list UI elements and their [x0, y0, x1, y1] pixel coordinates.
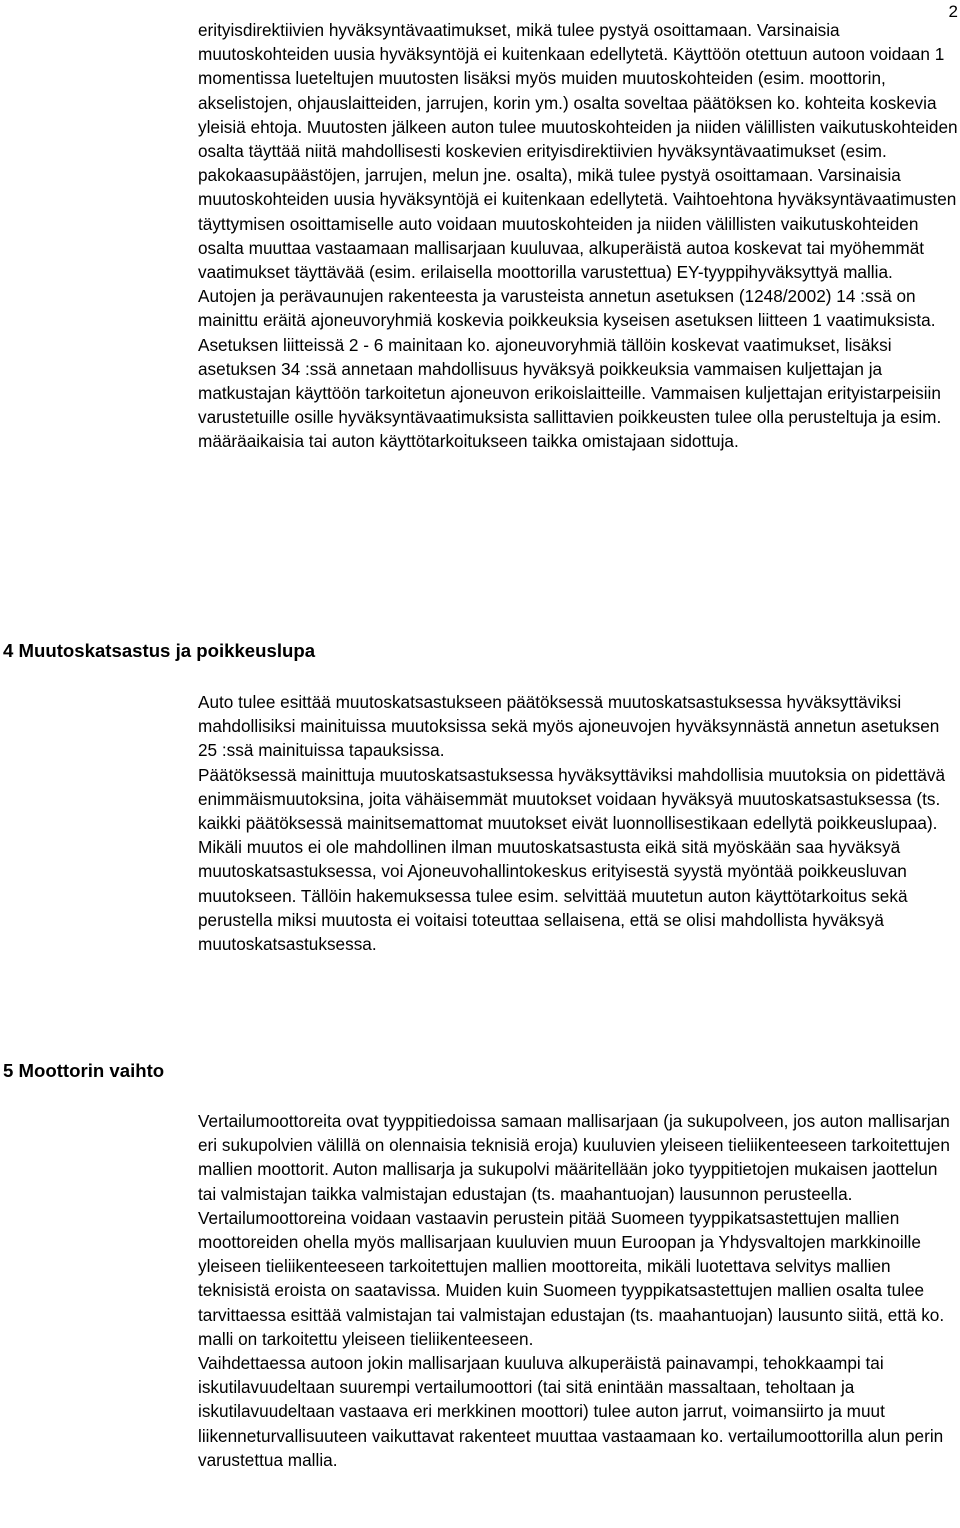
- paragraph: Päätöksessä mainittuja muutoskatsastuksessa hyväksyttäviksi mahdollisia muutoksia on pidettävä enimmäismuutoksina, joita vähäisemmät muutokset voidaan hyväksyä muutoskatsastuksessa (ts. kaikki päätöksessä mainitsemattomat muutokset eivät luonnollisestikaan edellytä poikkeuslupaa).: [198, 764, 946, 834]
- paragraph: Mikäli muutos ei ole mahdollinen ilman muutoskatsastusta eikä sitä myöskään saa hyväksyä muutoskatsastuksessa, voi Ajoneuvohallintokeskus erityisestä syystä myöntää poikkeusluvan muutokseen. Tällöin hakemuksessa tulee esim. selvittää muutetun auton käyttötarkoitus sekä perustella miksi muutosta ei voitaisi toteuttaa sellaisena, että se olisi mahdollista hyväksyä muutoskatsastuksessa.: [198, 837, 908, 955]
- paragraph: Auto tulee esittää muutoskatsastukseen päätöksessä muutoskatsastuksessa hyväksyttäviksi mahdollisiksi mainituissa muutoksissa sekä myös ajoneuvojen hyväksynnästä annetun asetuksen 25 :ssä mainituissa tapauksissa.: [198, 692, 940, 761]
- section-heading-5: [3, 1059, 164, 1083]
- section-4-body: [198, 690, 958, 956]
- section-number: 4: [3, 640, 14, 661]
- section-title: Muutoskatsastus ja poikkeuslupa: [18, 640, 316, 661]
- continuation-text: [198, 18, 958, 454]
- paragraph: Vaihdettaessa autoon jokin mallisarjaan kuuluva alkuperäistä painavampi, tehokkaampi tai iskutilavuudeltaan suurempi vertailumoottori (tai sitä enintään massaltaan, teholtaan ja iskutilavuudeltaan vastaava eri merkkinen moottori) tulee auton jarrut, voimansiirto ja muut liikenneturvallisuuteen vaikuttavat rakenteet muuttaa vastaamaan ko. vertailumoottorilla alun perin varustettua mallia.: [198, 1353, 944, 1470]
- paragraph: Autojen ja perävaunujen rakenteesta ja varusteista annetun asetuksen (1248/2002) 14 :ssä on mainittu eräitä ajoneuvoryhmiä koskevia poikkeuksia kyseisen asetuksen liitteen 1 vaatimuksista. Asetuksen liitteissä 2 - 6 mainitaan ko. ajoneuvoryhmiä tällöin koskevat vaatimukset, lisäksi asetuksen 34 :ssä annetaan mahdollisuus hyväksyä poikkeuksia vammaisen kuljettajan ja matkustajan käyttöön tarkoitetun ajoneuvon erikoislaitteille. Vammaisen kuljettajan erityistarpeisiin varustetuille osille hyväksyntävaatimuksista sallittavien poikkeusten tulee olla perusteltuja ja esim. määräaikaisia tai auton käyttötarkoitukseen taikka omistajaan sidottuja.: [198, 286, 942, 452]
- section-5-body: [198, 1109, 958, 1472]
- paragraph: erityisdirektiivien hyväksyntävaatimukset, mikä tulee pystyä osoittamaan. Varsinaisia muutoskohteiden uusia hyväksyntöjä ei kuitenkaan edellytetä. Käyttöön otettuun autoon voidaan 1 momentissa lueteltujen muutosten lisäksi myös muiden muutoskohteiden (esim. moottorin, akselistojen, ohjauslaitteiden, jarrujen, korin ym.) osalta soveltaa päätöksen ko. kohteita koskevia yleisiä ehtoja. Muutosten jälkeen auton tulee muutoskohteiden ja niiden välillisten vaikutuskohteiden osalta täyttää niitä mahdollisesti koskevien erityisdirektiivien hyväksyntävaatimukset (esim. pakokaasupäästöjen, jarrujen, melun jne. osalta), mikä tulee pystyä osoittamaan. Varsinaisia muutoskohteiden uusia hyväksyntöjä ei kuitenkaan edellytetä. Vaihtoehtona hyväksyntävaatimusten täyttymisen osoittamiselle auto voidaan muutoskohteiden ja niiden välillisten vaikutuskohteiden osalta muuttaa vastaamaan mallisarjaan kuuluvaa, alkuperäistä autoa koskevat tai myöhemmät vaatimukset täyttävää (esim. erilaisella moottorilla varustettua) EY-tyyppihyväksyttyä mallia.: [198, 20, 958, 283]
- section-number: 5: [3, 1060, 14, 1081]
- section-title: Moottorin vaihto: [18, 1060, 165, 1081]
- section-heading-4: [3, 639, 315, 663]
- paragraph: Vertailumoottoreita ovat tyyppitiedoissa samaan mallisarjaan (ja sukupolveen, jos auton mallisarjan eri sukupolvien välillä on olennaisia teknisiä eroja) kuuluvien yleiseen tieliikenteeseen tarkoitettujen mallien moottorit. Auton mallisarja ja sukupolvi määritellään joko tyyppitietojen mukaisen jaottelun tai valmistajan taikka valmistajan edustajan (ts. maahantuojan) lausunnon perusteella. Vertailumoottoreina voidaan vastaavin perustein pitää Suomeen tyyppikatsastettujen mallien moottoreiden ohella myös mallisarjaan kuuluvien muun Euroopan ja Yhdysvaltojen markkinoille yleiseen tieliikenteeseen tarkoitettujen mallien moottoreita, mikäli luotettava selvitys mallien teknisistä eroista on saatavissa. Muiden kuin Suomeen tyyppikatsastettujen mallien osalta tulee tarvittaessa esittää valmistajan tai valmistajan edustajan (ts. maahantuojan) lausunto siitä, että ko. malli on tarkoitettu yleiseen tieliikenteeseen.: [198, 1111, 950, 1349]
- page-number: 2: [948, 2, 958, 21]
